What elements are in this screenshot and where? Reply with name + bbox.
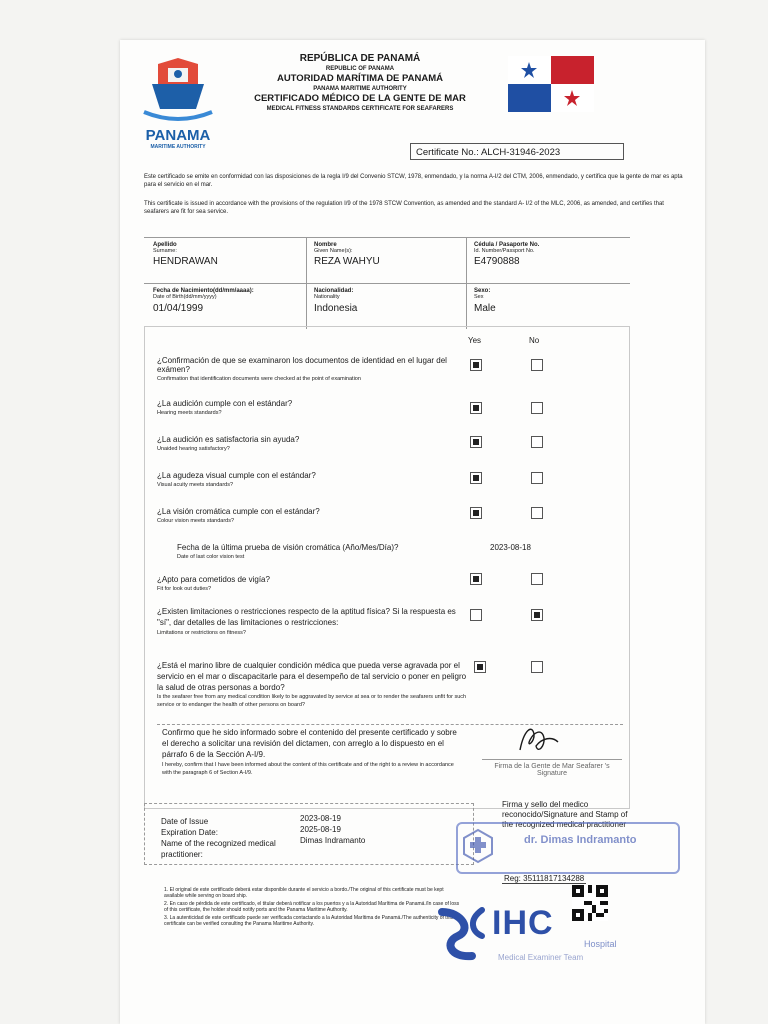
sex-value: Male xyxy=(474,303,496,314)
footnote-text: El original de este certificado deberá estar disponible durante el servicio a bordo./The original of this certificate must be kept available while serving on board ship. xyxy=(164,887,444,899)
id-value: E4790888 xyxy=(474,256,520,267)
expiration-label: Expiration Date: xyxy=(161,828,218,837)
question-es: ¿Apto para cometidos de vigía? xyxy=(157,575,270,584)
question-es: ¿Está el marino libre de cualquier condición médica que pueda verse agravada por el servicio en el mar o discapacitarle para el desempeño de tal servicio o poner en peligro la salud de otras personas a bordo? xyxy=(157,661,467,692)
yes-checkbox[interactable] xyxy=(470,507,482,519)
question-en: Fit for look out duties? xyxy=(157,586,212,592)
no-checkbox[interactable] xyxy=(531,359,543,371)
certificate-page xyxy=(120,40,705,1024)
given-value: REZA WAHYU xyxy=(314,256,380,267)
stamp-label: Firma y sello del medico reconocido/Signature and Stamp of the recognized medical practitioner xyxy=(502,800,628,829)
nat-label-es: Nacionalidad: xyxy=(314,288,354,294)
yes-checkbox[interactable] xyxy=(470,402,482,414)
color-test-question xyxy=(177,543,477,560)
issue-values xyxy=(300,813,365,846)
footnote-1: 1. El original de este certificado deberá estar disponible durante el servicio a bordo./The original of this certificate must be kept available while serving on board ship. xyxy=(164,887,444,899)
no-checkbox[interactable] xyxy=(531,609,543,621)
cert-title-en: MEDICAL FITNESS STANDARDS CERTIFICATE FOR SEAFARERS xyxy=(266,106,454,112)
yes-checkbox[interactable] xyxy=(470,573,482,585)
question-es: ¿La audición es satisfactoria sin ayuda? xyxy=(157,435,300,444)
dob-label-en: Date of Birth(dd/mm/yyyy) xyxy=(153,294,217,300)
id-label-es: Cédula / Pasaporte No. xyxy=(474,242,540,248)
sex-field xyxy=(474,288,624,314)
grid-col-line-1 xyxy=(306,237,307,329)
registration-number: Reg: 35111817134288 xyxy=(504,874,585,883)
doctor-stamp xyxy=(456,822,680,874)
yes-column-header: Yes xyxy=(468,336,482,345)
footnote-3: 3. La autenticidad de este certificado puede ser verificada contactando a la Autoridad Marítima de Panamá./The authenticity of this certificate can be verified consulting the Panama Maritime Authority. xyxy=(164,915,454,927)
hospital-cross-icon xyxy=(462,828,494,864)
footnote-text: La autenticidad de este certificado puede ser verificada contactando a la Autoridad Marítima de Panamá./The authenticity of this certificate can be verified consulting the Panama Maritime Authority. xyxy=(164,915,454,927)
panama-flag-icon xyxy=(508,56,594,112)
given-label-es: Nombre xyxy=(314,242,337,248)
question-en: Confirmation that identification documents were checked at the point of examination xyxy=(157,376,361,382)
question-item xyxy=(157,575,457,592)
dob-value: 01/04/1999 xyxy=(153,303,204,314)
surname-field xyxy=(153,242,303,267)
confirmation-block xyxy=(162,728,464,777)
dob-field xyxy=(153,288,303,314)
seafarer-signature-label: Firma de la Gente de Mar Seafarer 's Signature xyxy=(482,759,622,777)
id-label-en: Id. Number/Passport No. xyxy=(474,248,535,254)
nationality-field xyxy=(314,288,464,314)
question-item xyxy=(157,607,462,636)
question-es: ¿La visión cromática cumple con el estándar? xyxy=(157,507,320,516)
no-checkbox[interactable] xyxy=(531,573,543,585)
footnote-2: 2. En caso de pérdida de este certificado, el titular deberá notificar a los puertos y a la Autoridad Marítima de Panamá./In case of loss of this certificate, the holder should notify ports and the Panama Maritime Authority. xyxy=(164,901,460,913)
question-es: ¿La audición cumple con el estándar? xyxy=(157,399,293,408)
no-checkbox[interactable] xyxy=(531,472,543,484)
given-name-field xyxy=(314,242,464,267)
ihc-logo-text: IHC xyxy=(492,904,554,942)
republic-en: REPUBLIC OF PANAMA xyxy=(325,66,395,72)
question-en: Hearing meets standards? xyxy=(157,410,222,416)
confirm-es: Confirmo que he sido informado sobre el contenido del presente certificado y sobre el derecho a solicitar una revisión del dictamen, con arreglo a lo dispuesto en el párrafo 6 de la Sección A-I/9. xyxy=(162,728,457,759)
color-test-en: Date of last color vision test xyxy=(177,554,245,560)
yes-checkbox[interactable] xyxy=(470,436,482,448)
logo-sub: MARITIME AUTHORITY xyxy=(150,144,206,150)
seafarer-signature xyxy=(512,720,564,758)
authority-en: PANAMA MARITIME AUTHORITY xyxy=(313,86,407,92)
grid-col-line-2 xyxy=(466,237,467,329)
pma-logo xyxy=(138,54,218,149)
question-item xyxy=(157,507,457,524)
question-item xyxy=(157,661,469,709)
republic-es: REPÚBLICA DE PANAMÁ xyxy=(299,53,421,64)
issue-labels xyxy=(161,816,281,860)
certificate-number: Certificate No.: ALCH-31946-2023 xyxy=(410,143,624,160)
footnotes xyxy=(164,887,464,927)
logo-word: PANAMA xyxy=(145,127,211,144)
surname-label-en: Surname: xyxy=(153,248,177,254)
question-en: Colour vision meets standards? xyxy=(157,518,235,524)
question-en: Is the seafarer free from any medical condition likely to be aggravated by service at sea or to render the seafarers unfit for such service or to endanger the health of other persons on board? xyxy=(157,694,467,708)
grid-top-line xyxy=(144,237,630,238)
question-es: ¿La agudeza visual cumple con el estándar? xyxy=(157,471,316,480)
nat-value: Indonesia xyxy=(314,303,358,314)
ihc-hospital-text: Hospital xyxy=(584,939,617,949)
date-of-issue-label: Date of Issue xyxy=(161,817,209,826)
question-en: Unaided hearing satisfactory? xyxy=(157,446,230,452)
color-test-date: 2023-08-18 xyxy=(490,543,531,552)
question-item xyxy=(157,399,457,416)
sex-label-en: Sex xyxy=(474,294,484,300)
practitioner-label: Name of the recognized medical practitioner: xyxy=(161,839,276,859)
footnote-text: En caso de pérdida de este certificado, el titular deberá notificar a los puertos y a la Autoridad Marítima de Panamá./In case of loss of this certificate, the holder should notify ports and the Panama Maritime Authority. xyxy=(164,901,460,913)
no-checkbox[interactable] xyxy=(531,402,543,414)
stamp-doctor-name: dr. Dimas Indramanto xyxy=(524,834,637,846)
question-item xyxy=(157,471,457,488)
ihc-logo-icon xyxy=(432,902,494,962)
qr-code-icon xyxy=(572,885,608,921)
yes-checkbox[interactable] xyxy=(470,359,482,371)
sex-label-es: Sexo: xyxy=(474,288,491,294)
cert-title-es: CERTIFICADO MÉDICO DE LA GENTE DE MAR xyxy=(254,93,466,104)
no-checkbox[interactable] xyxy=(531,661,543,673)
question-es: ¿Existen limitaciones o restricciones respecto de la aptitud física? Si la respuesta es "sí", dar detalles de las limitaciones o restricciones: xyxy=(157,607,456,627)
ihc-team-text: Medical Examiner Team xyxy=(498,953,584,962)
question-en: Visual acuity meets standards? xyxy=(157,482,234,488)
surname-label-es: Apellido xyxy=(153,242,177,248)
authority-es: AUTORIDAD MARÍTIMA DE PANAMÁ xyxy=(276,73,444,84)
intro-en: This certificate is issued in accordance with the provisions of the regulation I/9 of the 1978 STCW Convention, as amended and the standard A- I/2 of the MLC, 2006, as amended, and certifies that seafarers are fit for sea service. xyxy=(144,201,664,216)
surname-value: HENDRAWAN xyxy=(153,256,218,267)
dob-label-es: Fecha de Nacimiento(dd/mm/aaaa): xyxy=(153,288,254,294)
color-test-es: Fecha de la última prueba de visión cromática (Año/Mes/Día)? xyxy=(177,543,399,552)
passport-field xyxy=(474,242,624,267)
given-label-en: Given Name(s): xyxy=(314,248,353,254)
no-column-header: No xyxy=(529,336,540,345)
question-item xyxy=(157,435,457,452)
yes-checkbox[interactable] xyxy=(470,472,482,484)
nat-label-en: Nationality xyxy=(314,294,340,300)
ship-emblem-icon xyxy=(138,54,218,124)
intro-es: Este certificado se emite en conformidad con las disposiciones de la regla I/9 del Convenio STCW, 1978, enmendado, y la norma A-I/2 del CTM, 2006, enmendado, y certifica que la gente de mar es apta para el servicio en el mar. xyxy=(144,174,683,189)
question-es: ¿Confirmación de que se examinaron los documentos de identidad en el lugar del exámen? xyxy=(157,356,447,374)
no-checkbox[interactable] xyxy=(531,507,543,519)
question-item xyxy=(157,356,457,382)
confirm-en: I hereby, confirm that I have been informed about the content of this certificate and of the right to a review in accordance with the paragraph 6 of Section A-I/9. xyxy=(162,762,454,776)
grid-mid-line xyxy=(144,283,630,284)
question-en: Limitations or restrictions on fitness? xyxy=(157,629,246,636)
yes-checkbox[interactable] xyxy=(474,661,486,673)
no-checkbox[interactable] xyxy=(531,436,543,448)
date-of-issue-value: 2023-08-19 xyxy=(300,814,341,823)
yes-checkbox[interactable] xyxy=(470,609,482,621)
practitioner-value: Dimas Indramanto xyxy=(300,836,366,845)
expiration-value: 2025-08-19 xyxy=(300,825,341,834)
